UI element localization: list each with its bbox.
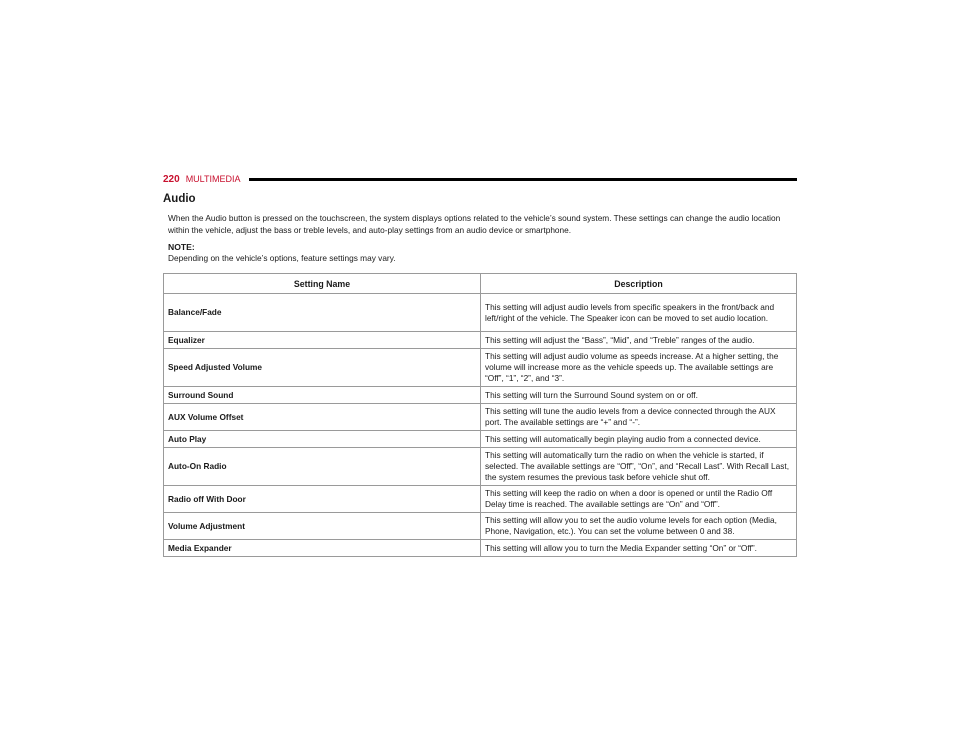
setting-name: AUX Volume Offset	[164, 404, 481, 431]
audio-settings-table	[163, 273, 797, 557]
table-row	[164, 540, 797, 557]
setting-name: Radio off With Door	[164, 486, 481, 513]
table-row	[164, 332, 797, 349]
table-row	[164, 387, 797, 404]
table-row	[164, 513, 797, 540]
setting-description: This setting will allow you to set the audio volume levels for each option (Media, Phone, Navigation, etc.). You can set the volume between 0 and 38.	[481, 513, 797, 540]
table-row	[164, 349, 797, 387]
intro-paragraph: When the Audio button is pressed on the touchscreen, the system displays options related to the vehicle’s sound system. These settings can change the audio location within the vehicle, adjust the bass or treble levels, and auto-play settings from an audio device or smartphone.	[168, 213, 781, 235]
header-rule	[249, 178, 797, 181]
setting-description: This setting will automatically begin playing audio from a connected device.	[481, 431, 797, 448]
setting-name: Volume Adjustment	[164, 513, 481, 540]
setting-description: This setting will adjust audio levels from specific speakers in the front/back and left/right of the vehicle. The Speaker icon can be moved to set audio location.	[481, 294, 797, 332]
table-row	[164, 404, 797, 431]
setting-name: Speed Adjusted Volume	[164, 349, 481, 387]
table-row	[164, 486, 797, 513]
setting-name: Equalizer	[164, 332, 481, 349]
page-number: 220	[163, 173, 180, 185]
setting-description: This setting will keep the radio on when a door is opened or until the Radio Off Delay time is reached. The available settings are “On” and “Off”.	[481, 486, 797, 513]
setting-description: This setting will adjust audio volume as speeds increase. At a higher setting, the volume will increase more as the vehicle speeds up. The available settings are “Off”, “1”, “2”, and “3”.	[481, 349, 797, 387]
setting-description: This setting will allow you to turn the Media Expander setting “On” or “Off”.	[481, 540, 797, 557]
section-heading: Audio	[163, 193, 196, 205]
table-row	[164, 431, 797, 448]
setting-name: Auto Play	[164, 431, 481, 448]
setting-description: This setting will turn the Surround Sound system on or off.	[481, 387, 797, 404]
setting-name: Balance/Fade	[164, 294, 481, 332]
note-title: NOTE:	[168, 242, 195, 252]
setting-description: This setting will adjust the “Bass”, “Mid”, and “Treble” ranges of the audio.	[481, 332, 797, 349]
setting-description: This setting will automatically turn the radio on when the vehicle is started, if selected. The available settings are “Off”, “On”, and “Recall Last”. With Recall Last, the system resumes the previous task before vehicle shut off.	[481, 448, 797, 486]
setting-name: Auto-On Radio	[164, 448, 481, 486]
page-header	[163, 172, 797, 186]
table-row	[164, 448, 797, 486]
note-text: Depending on the vehicle’s options, feature settings may vary.	[168, 253, 396, 263]
column-header-setting-name: Setting Name	[164, 274, 481, 294]
table-row	[164, 294, 797, 332]
setting-description: This setting will tune the audio levels from a device connected through the AUX port. The available settings are “+” and “-”.	[481, 404, 797, 431]
setting-name: Media Expander	[164, 540, 481, 557]
table-header-row	[164, 274, 797, 294]
section-name: MULTIMEDIA	[185, 174, 241, 184]
column-header-description: Description	[481, 274, 797, 294]
setting-name: Surround Sound	[164, 387, 481, 404]
